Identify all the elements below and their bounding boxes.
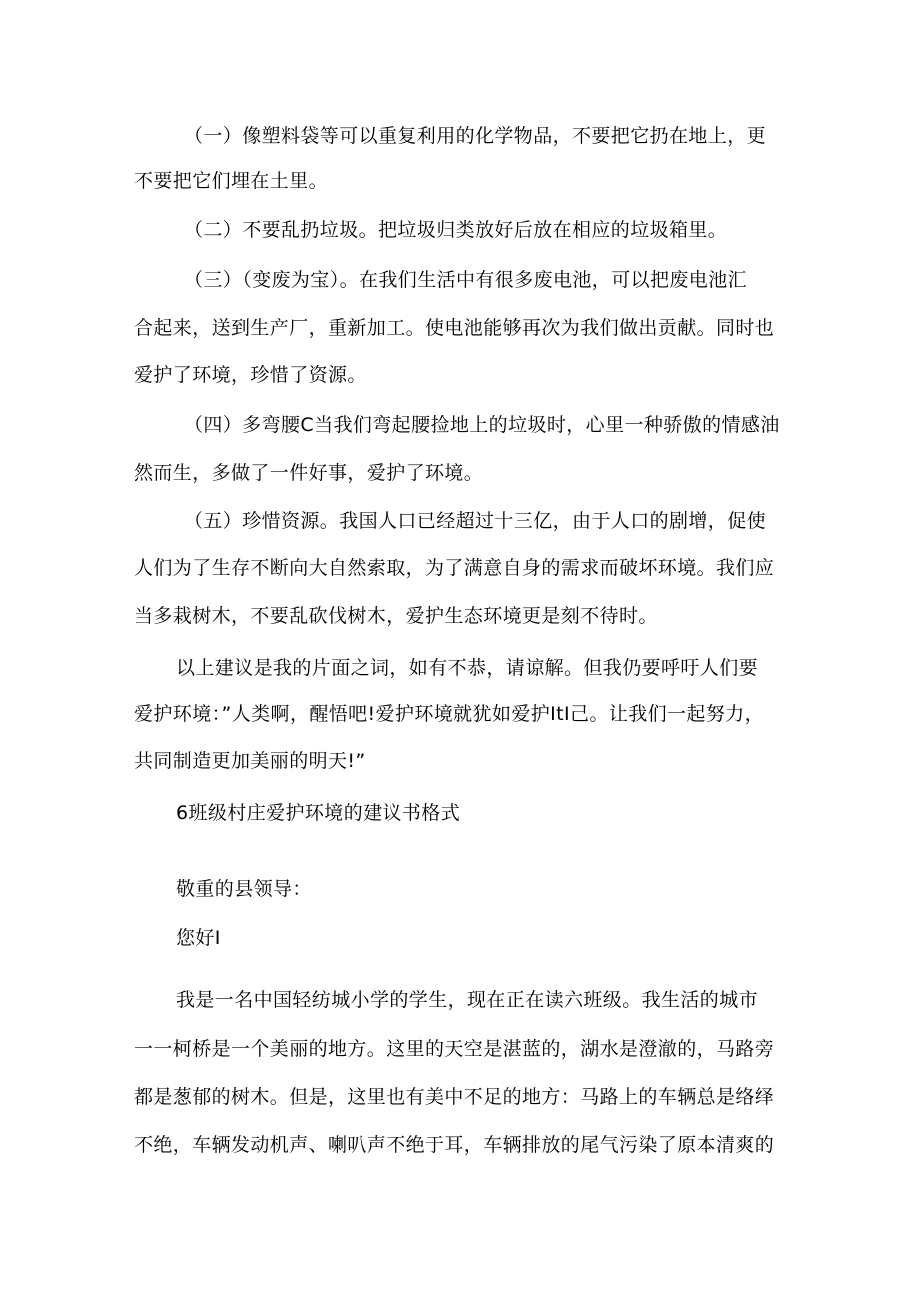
text-line: 不绝，车辆发动机声、喇叭声不绝于耳，车辆排放的尾气污染了原本清爽的	[134, 1134, 775, 1156]
text-line: （四）多弯腰C当我们弯起腰捡地上的垃圾时，心里一种骄傲的情感油	[184, 414, 780, 436]
text-line: 以上建议是我的片面之词，如有不恭，请谅解。但我仍要呼吁人们要	[176, 657, 759, 679]
greeting: 您好I	[176, 927, 221, 949]
text-line: 当多栽树木，不要乱砍伐树木，爱护生态环境更是刻不待时。	[134, 605, 658, 627]
text-line: 人们为了生存不断向大自然索取，为了满意自身的需求而破坏环境。我们应	[134, 557, 775, 579]
text-line: 然而生，多做了一件好事，爱护了环境。	[134, 462, 484, 484]
text-line: 爱护了环境，珍惜了资源。	[134, 364, 367, 386]
text-line: 不要把它们埋在土里。	[134, 170, 329, 192]
text-line: （一）像塑料袋等可以重复利用的化学物品，不要把它扔在地上，更	[184, 125, 767, 147]
text-line: 都是葱郁的树木。但是，这里也有美中不足的地方：马路上的车辆总是络绎	[134, 1086, 775, 1108]
section-title: 6班级村庄爱护环境的建议书格式	[176, 802, 461, 824]
text-line: （三）（变废为宝）。在我们生活中有很多废电池，可以把废电池汇	[184, 269, 748, 291]
text-line: 一一柯桥是一个美丽的地方。这里的天空是湛蓝的，湖水是澄澈的，马路旁	[134, 1038, 775, 1060]
text-line: 爱护环境：”人类啊，醒悟吧!爱护环境就犹如爱护ItI己。让我们一起努力，	[134, 703, 765, 725]
salutation: 敬重的县领导：	[176, 878, 312, 900]
text-line: 共同制造更加美丽的明天!”	[134, 750, 366, 772]
text-line: 合起来，送到生产厂，重新加工。使电池能够再次为我们做出贡献。同时也	[134, 317, 775, 339]
text-line: （二）不要乱扔垃圾。把垃圾归类放好后放在相应的垃圾箱里。	[184, 219, 728, 241]
text-line: 我是一名中国轻纺城小学的学生，现在正在读六班级。我生活的城市	[176, 989, 759, 1011]
text-line: （五）珍惜资源。我国人口已经超过十三亿，由于人口的剧增，促使	[184, 510, 767, 532]
